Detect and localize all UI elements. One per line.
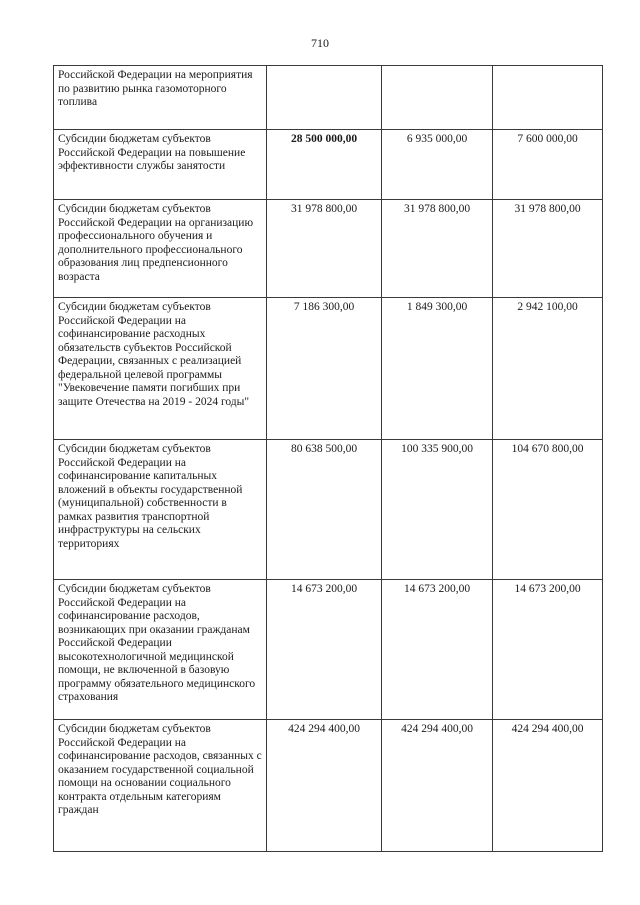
table-row	[54, 66, 603, 130]
row-description: Субсидии бюджетам субъектов Российской Федерации на повышение эффективности службы занятости	[54, 130, 267, 200]
row-description: Субсидии бюджетам субъектов Российской Федерации на софинансирование расходов, связанных с оказанием государственной социальной помощи на основании социального контракта отдельным категориям граждан	[54, 720, 267, 852]
amount-2021: 100 335 900,00	[382, 440, 493, 580]
amount-2022: 14 673 200,00	[493, 580, 603, 720]
amount-2021: 424 294 400,00	[382, 720, 493, 852]
table-row	[54, 720, 603, 852]
amount-2020: 31 978 800,00	[267, 200, 382, 298]
table-row	[54, 580, 603, 720]
amount-2021	[382, 66, 493, 130]
table-row	[54, 200, 603, 298]
amount-2021: 6 935 000,00	[382, 130, 493, 200]
amount-2020: 7 186 300,00	[267, 298, 382, 440]
amount-2022: 2 942 100,00	[493, 298, 603, 440]
row-description: Субсидии бюджетам субъектов Российской Федерации на софинансирование расходных обязательств субъектов Российской Федерации, связанных с реализацией федеральной целевой программы "Увековечение памяти погибших при защите Отечества на 2019 - 2024 годы"	[54, 298, 267, 440]
amount-2021: 14 673 200,00	[382, 580, 493, 720]
budget-table-body	[54, 66, 603, 852]
row-description: Субсидии бюджетам субъектов Российской Федерации на софинансирование расходов, возникающих при оказании гражданам Российской Федерации высокотехнологичной медицинской помощи, не включенной в базовую программу обязательного медицинского страхования	[54, 580, 267, 720]
amount-2021: 31 978 800,00	[382, 200, 493, 298]
page-number: 710	[311, 36, 329, 50]
amount-2021: 1 849 300,00	[382, 298, 493, 440]
amount-2020: 28 500 000,00	[267, 130, 382, 200]
amount-2022: 424 294 400,00	[493, 720, 603, 852]
amount-2022: 7 600 000,00	[493, 130, 603, 200]
amount-2020: 80 638 500,00	[267, 440, 382, 580]
amount-2022: 104 670 800,00	[493, 440, 603, 580]
row-description: Субсидии бюджетам субъектов Российской Федерации на софинансирование капитальных вложений в объекты государственной (муниципальной) собственности в рамках развития транспортной инфраструктуры на сельских территориях	[54, 440, 267, 580]
budget-table	[53, 65, 603, 852]
row-description: Российской Федерации на мероприятия по развитию рынка газомоторного топлива	[54, 66, 267, 130]
amount-2022: 31 978 800,00	[493, 200, 603, 298]
amount-2020	[267, 66, 382, 130]
table-row	[54, 440, 603, 580]
row-description: Субсидии бюджетам субъектов Российской Федерации на организацию профессионального обучения и дополнительного профессионального образования лиц предпенсионного возраста	[54, 200, 267, 298]
table-row	[54, 130, 603, 200]
amount-2020: 14 673 200,00	[267, 580, 382, 720]
amount-2022	[493, 66, 603, 130]
table-row	[54, 298, 603, 440]
amount-2020: 424 294 400,00	[267, 720, 382, 852]
